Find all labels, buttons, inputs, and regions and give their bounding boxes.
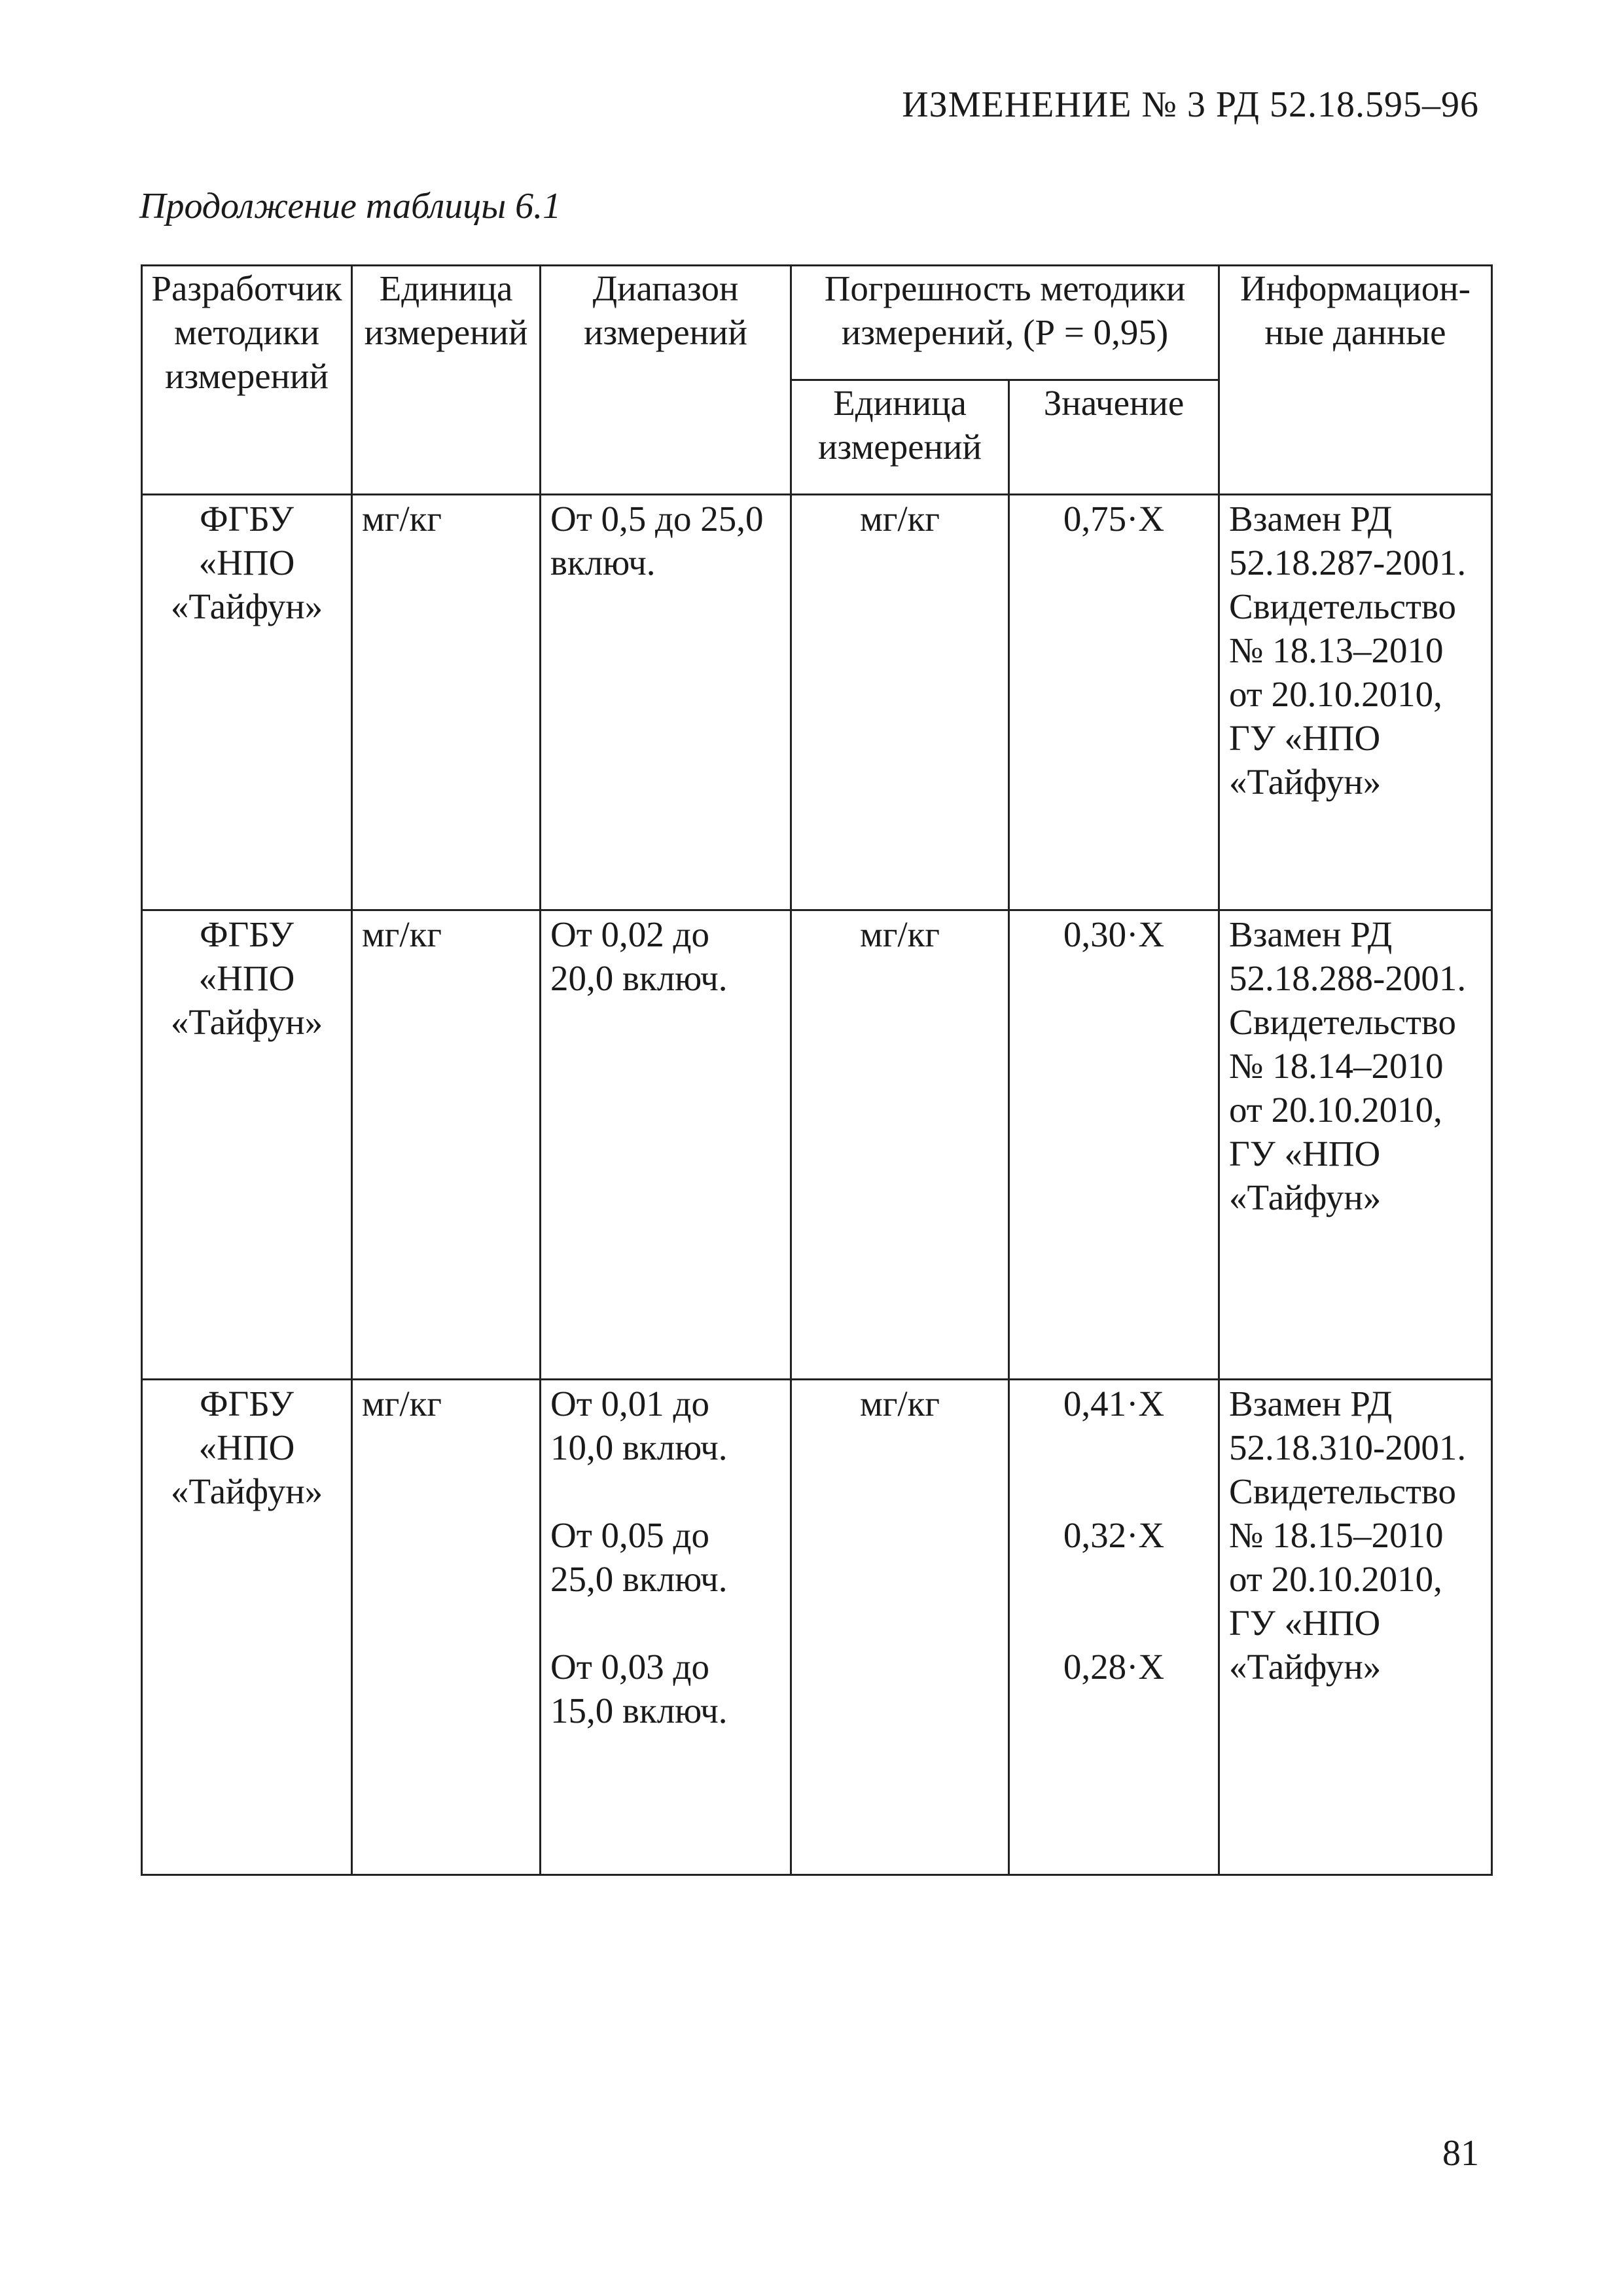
cell-developer: ФГБУ «НПО «Тайфун» bbox=[142, 495, 352, 910]
table-row bbox=[142, 1380, 1492, 1875]
cell-developer: ФГБУ «НПО «Тайфун» bbox=[142, 1380, 352, 1875]
cell-unit: мг/кг bbox=[352, 495, 541, 910]
cell-range: От 0,01 до 10,0 включ. От 0,05 до 25,0 включ. От 0,03 до 15,0 включ. bbox=[541, 1380, 791, 1875]
methods-table bbox=[141, 264, 1493, 1876]
table-caption: Продолжение таблицы 6.1 bbox=[139, 186, 562, 226]
cell-range: От 0,02 до 20,0 включ. bbox=[541, 910, 791, 1380]
cell-info: Взамен РД 52.18.287-2001. Свидетельство № 18.13–2010 от 20.10.2010, ГУ «НПО «Тайфун» bbox=[1219, 495, 1492, 910]
cell-error-value: 0,75·X bbox=[1009, 495, 1219, 910]
header-error-unit: Единица измерений bbox=[791, 380, 1009, 495]
header-developer: Разработчик методики измерений bbox=[142, 266, 352, 495]
header-info: Информацион- ные данные bbox=[1219, 266, 1492, 495]
header-row bbox=[142, 266, 1492, 380]
cell-error-unit: мг/кг bbox=[791, 1380, 1009, 1875]
cell-unit: мг/кг bbox=[352, 910, 541, 1380]
document-id: ИЗМЕНЕНИЕ № 3 РД 52.18.595–96 bbox=[902, 84, 1479, 125]
cell-error-value: 0,30·X bbox=[1009, 910, 1219, 1380]
header-unit: Единица измерений bbox=[352, 266, 541, 495]
cell-info: Взамен РД 52.18.288-2001. Свидетельство № 18.14–2010 от 20.10.2010, ГУ «НПО «Тайфун» bbox=[1219, 910, 1492, 1380]
cell-error-unit: мг/кг bbox=[791, 495, 1009, 910]
header-range: Диапазон измерений bbox=[541, 266, 791, 495]
cell-info: Взамен РД 52.18.310-2001. Свидетельство № 18.15–2010 от 20.10.2010, ГУ «НПО «Тайфун» bbox=[1219, 1380, 1492, 1875]
cell-error-value: 0,41·X 0,32·X 0,28·X bbox=[1009, 1380, 1219, 1875]
cell-range: От 0,5 до 25,0 включ. bbox=[541, 495, 791, 910]
header-error-value: Значение bbox=[1009, 380, 1219, 495]
page-number: 81 bbox=[1442, 2133, 1479, 2174]
header-error: Погрешность методики измерений, (Р = 0,95) bbox=[791, 266, 1219, 380]
table-row bbox=[142, 910, 1492, 1380]
cell-unit: мг/кг bbox=[352, 1380, 541, 1875]
table-row bbox=[142, 495, 1492, 910]
cell-developer: ФГБУ «НПО «Тайфун» bbox=[142, 910, 352, 1380]
cell-error-unit: мг/кг bbox=[791, 910, 1009, 1380]
